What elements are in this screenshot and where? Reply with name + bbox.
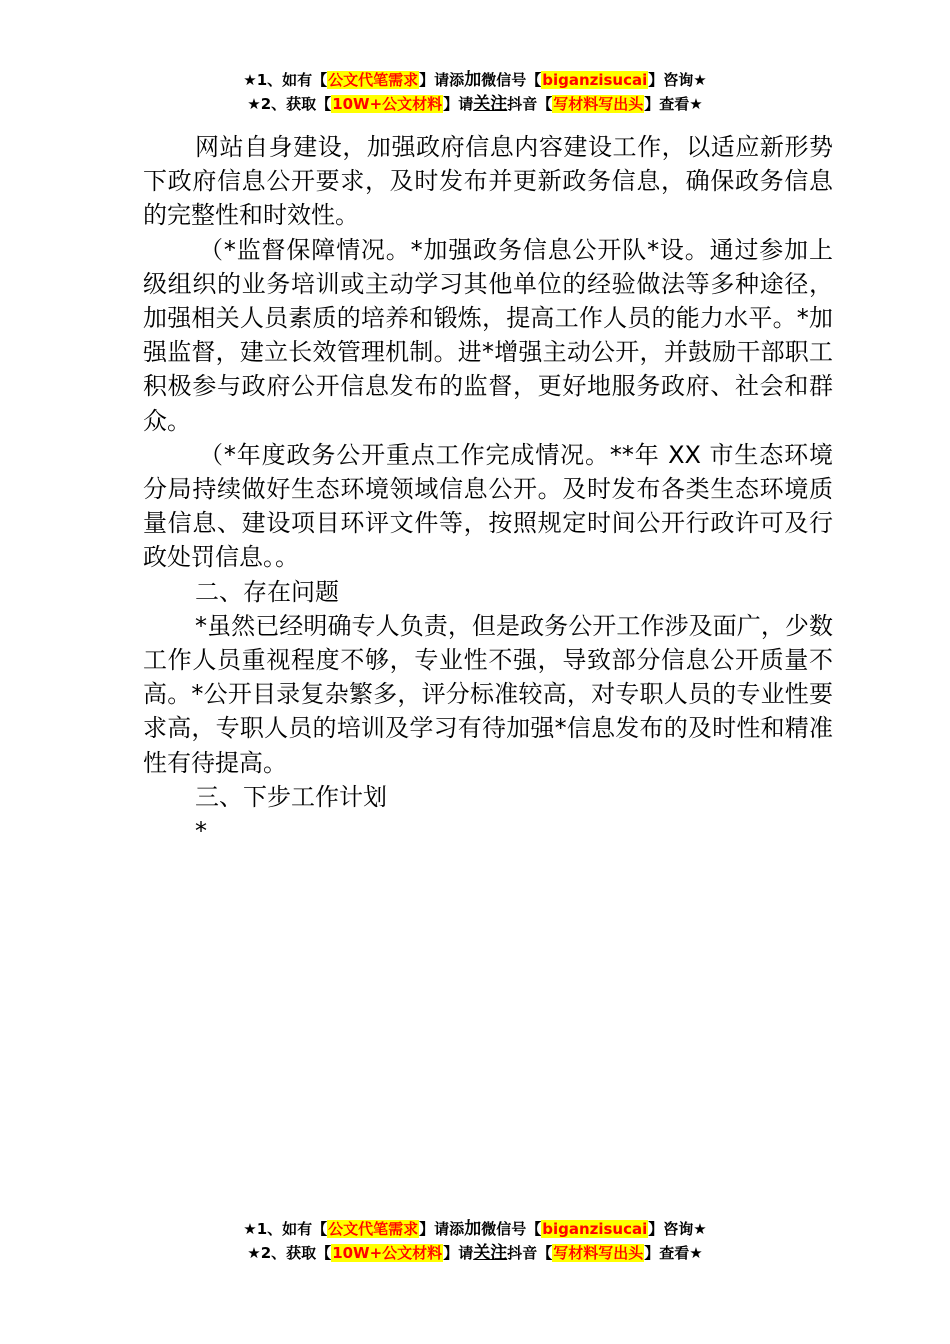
banner-text: ★2、获取【	[247, 95, 332, 113]
banner-text: 】查看★	[644, 1244, 703, 1262]
banner-emphasis: 关注	[473, 1243, 508, 1263]
header-banner-line-2	[0, 92, 950, 116]
banner-text: 】查看★	[644, 95, 703, 113]
banner-text: ★1、如有【	[243, 1220, 328, 1238]
banner-emphasis: 关注	[473, 94, 508, 114]
banner-text: 微信号【	[481, 71, 542, 89]
body-paragraph: 网站自身建设，加强政府信息内容建设工作，以适应新形势下政府信息公开要求，及时发布并更新政务信息，确保政务信息的完整性和时效性。	[143, 133, 833, 230]
banner-text: 】咨询★	[648, 71, 707, 89]
banner-highlight-douyin-account: 写材料写出头	[553, 95, 644, 113]
header-banner	[0, 68, 950, 116]
footer-banner-line-1	[0, 1217, 950, 1241]
banner-emphasis: 加	[464, 1219, 482, 1239]
banner-text: 】咨询★	[648, 1220, 707, 1238]
banner-highlight: 公文代笔需求	[328, 1220, 419, 1238]
banner-text: 抖音【	[507, 95, 553, 113]
footer-banner-line-2	[0, 1241, 950, 1265]
header-banner-line-1	[0, 68, 950, 92]
banner-highlight: 10W+公文材料	[332, 1244, 443, 1262]
banner-highlight-wechat-id: biganzisucai	[542, 1220, 648, 1238]
banner-text: 抖音【	[507, 1244, 553, 1262]
banner-text: ★2、获取【	[247, 1244, 332, 1262]
banner-text: 微信号【	[481, 1220, 542, 1238]
banner-highlight: 公文代笔需求	[328, 71, 419, 89]
banner-highlight-douyin-account: 写材料写出头	[553, 1244, 644, 1262]
body-paragraph: *	[195, 817, 207, 846]
banner-text: ★1、如有【	[243, 71, 328, 89]
section-heading: 二、存在问题	[195, 577, 339, 606]
section-heading: 三、下步工作计划	[195, 782, 387, 811]
banner-highlight: 10W+公文材料	[332, 95, 443, 113]
banner-text: 】请	[443, 95, 474, 113]
banner-text: 】请	[443, 1244, 474, 1262]
body-paragraph: （*年度政务公开重点工作完成情况。**年 XX 市生态环境分局持续做好生态环境领域信息公开。及时发布各类生态环境质量信息、建设项目环评文件等，按照规定时间公开行政许可及行政处罚信息。。	[143, 440, 833, 572]
banner-highlight-wechat-id: biganzisucai	[542, 71, 648, 89]
body-paragraph: （*监督保障情况。*加强政务信息公开队*设。通过参加上级组织的业务培训或主动学习其他单位的经验做法等多种途径，加强相关人员素质的培养和锻炼，提高工作人员的能力水平。*加强监督，建立长效管理机制。进*增强主动公开，并鼓励干部职工积极参与政府公开信息发布的监督，更好地服务政府、社会和群众。	[143, 235, 833, 435]
banner-text: 】请添	[419, 1220, 465, 1238]
footer-banner	[0, 1217, 950, 1265]
banner-text: 】请添	[419, 71, 465, 89]
banner-emphasis: 加	[464, 70, 482, 90]
body-paragraph: *虽然已经明确专人负责，但是政务公开工作涉及面广，少数工作人员重视程度不够，专业性不强，导致部分信息公开质量不高。*公开目录复杂繁多，评分标准较高，对专职人员的专业性要求高，专职人员的培训及学习有待加强*信息发布的及时性和精准性有待提高。	[143, 611, 833, 777]
document-body	[143, 130, 833, 848]
